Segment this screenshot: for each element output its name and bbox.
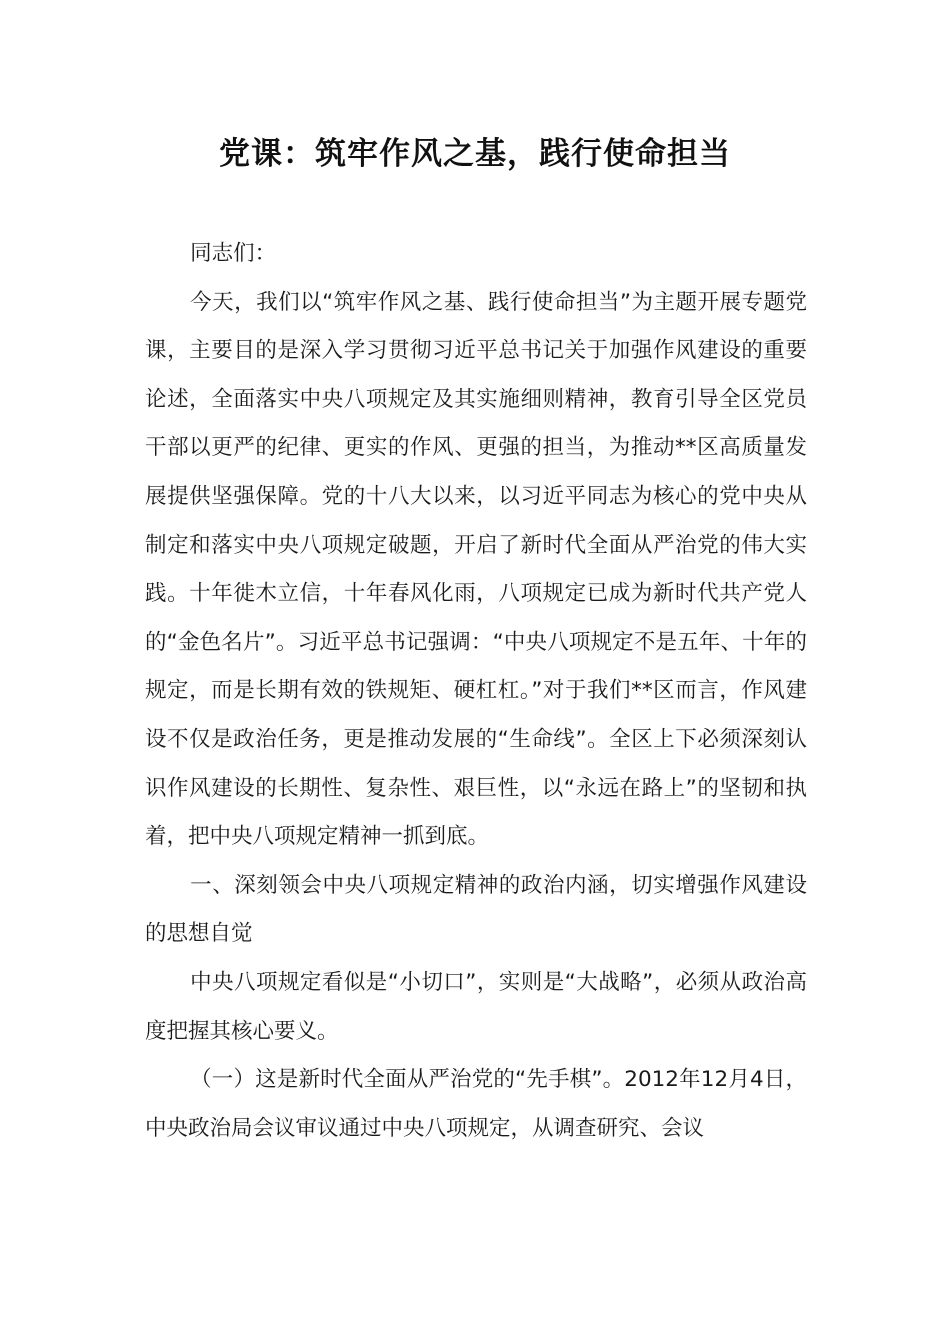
section-heading-1: 一、深刻领会中央八项规定精神的政治内涵，切实增强作风建设的思想自觉 <box>145 872 807 947</box>
paragraph-intro: 今天，我们以“筑牢作风之基、践行使命担当”为主题开展专题党课，主要目的是深入学习贯彻习近平总书记关于加强作风建设的重要论述，全面落实中央八项规定及其实施细则精神，教育引导全区党员干部以更严的纪律、更实的作风、更强的担当，为推动**区高质量发展提供坚强保障。党的十八大以来，以习近平同志为核心的党中央从制定和落实中央八项规定破题，开启了新时代全面从严治党的伟大实践。十年徙木立信，十年春风化雨，八项规定已成为新时代共产党人的“金色名片”。习近平总书记强调：“中央八项规定不是五年、十年的规定，而是长期有效的铁规矩、硬杠杠。”对于我们**区而言，作风建设不仅是政治任务，更是推动发展的“生命线”。全区上下必须深刻认识作风建设的长期性、复杂性、艰巨性，以“永远在路上”的坚韧和执着，把中央八项规定精神一抓到底。 <box>145 289 807 850</box>
document-body <box>145 230 807 1153</box>
salutation: 同志们： <box>190 241 277 266</box>
document-title: 党课：筑牢作风之基，践行使命担当 <box>219 136 731 172</box>
paragraph-section-1-intro: 中央八项规定看似是“小切口”，实则是“大战略”，必须从政治高度把握其核心要义。 <box>145 969 807 1044</box>
paragraph-subsection-1: （一）这是新时代全面从严治党的“先手棋”。2012年12月4日，中央政治局会议审议通过中央八项规定，从调查研究、会议 <box>145 1067 807 1141</box>
